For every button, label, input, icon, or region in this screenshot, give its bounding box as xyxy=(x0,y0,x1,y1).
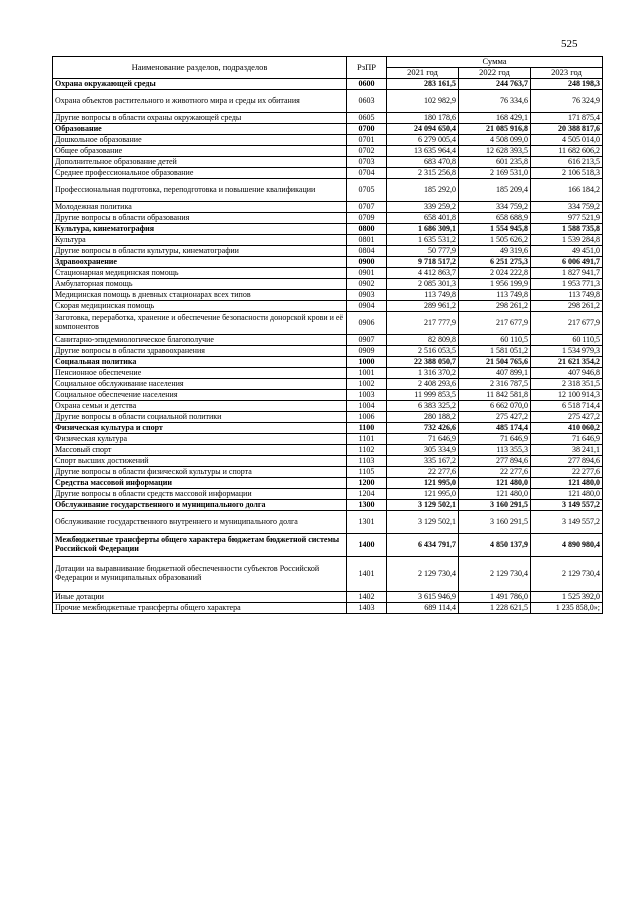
row-value-2022: 1 228 621,5 xyxy=(459,603,531,614)
page-number: 525 xyxy=(561,38,578,50)
table-row xyxy=(53,301,603,312)
table-row xyxy=(53,290,603,301)
row-name-cell: Охрана объектов растительного и животного мира и среды их обитания xyxy=(53,90,347,113)
row-value-2023: 275 427,2 xyxy=(531,412,603,423)
row-value-2021: 6 279 005,4 xyxy=(387,135,459,146)
row-value-2021: 71 646,9 xyxy=(387,434,459,445)
row-code-cell: 1200 xyxy=(347,478,387,489)
row-name-cell: Социальная политика xyxy=(53,357,347,368)
row-name-cell: Массовый спорт xyxy=(53,445,347,456)
table-row xyxy=(53,592,603,603)
header-year-2022: 2022 год xyxy=(459,68,531,79)
row-name-cell: Охрана окружающей среды xyxy=(53,79,347,90)
row-code-cell: 1006 xyxy=(347,412,387,423)
row-code-cell: 0703 xyxy=(347,157,387,168)
row-value-2022: 275 427,2 xyxy=(459,412,531,423)
row-value-2021: 683 470,8 xyxy=(387,157,459,168)
row-value-2023: 22 277,6 xyxy=(531,467,603,478)
row-value-2022: 1 491 786,0 xyxy=(459,592,531,603)
row-name-cell: Другие вопросы в области социальной политики xyxy=(53,412,347,423)
row-value-2022: 2 024 222,8 xyxy=(459,268,531,279)
section-row xyxy=(53,478,603,489)
row-value-2023: 1 539 284,8 xyxy=(531,235,603,246)
section-row xyxy=(53,423,603,434)
header-name: Наименование разделов, подразделов xyxy=(53,57,347,79)
row-name-cell: Пенсионное обеспечение xyxy=(53,368,347,379)
row-name-cell: Другие вопросы в области образования xyxy=(53,213,347,224)
row-code-cell: 0704 xyxy=(347,168,387,179)
row-value-2023: 60 110,5 xyxy=(531,335,603,346)
row-name-cell: Общее образование xyxy=(53,146,347,157)
row-value-2021: 185 292,0 xyxy=(387,179,459,202)
row-value-2022: 658 688,9 xyxy=(459,213,531,224)
table-row xyxy=(53,434,603,445)
row-value-2022: 217 677,9 xyxy=(459,312,531,335)
row-value-2021: 732 426,6 xyxy=(387,423,459,434)
row-value-2023: 171 875,4 xyxy=(531,113,603,124)
row-value-2023: 616 213,5 xyxy=(531,157,603,168)
row-value-2022: 113 749,8 xyxy=(459,290,531,301)
row-code-cell: 0907 xyxy=(347,335,387,346)
row-value-2021: 1 635 531,2 xyxy=(387,235,459,246)
table-row xyxy=(53,445,603,456)
table-row xyxy=(53,235,603,246)
section-row xyxy=(53,124,603,135)
row-value-2023: 38 241,1 xyxy=(531,445,603,456)
row-value-2021: 180 178,6 xyxy=(387,113,459,124)
row-name-cell: Дошкольное образование xyxy=(53,135,347,146)
row-code-cell: 1101 xyxy=(347,434,387,445)
row-name-cell: Среднее профессиональное образование xyxy=(53,168,347,179)
row-code-cell: 1100 xyxy=(347,423,387,434)
budget-table xyxy=(52,56,603,614)
table-row xyxy=(53,489,603,500)
row-value-2023: 21 621 354,2 xyxy=(531,357,603,368)
row-value-2021: 3 129 502,1 xyxy=(387,500,459,511)
table-row xyxy=(53,312,603,335)
row-value-2021: 289 961,2 xyxy=(387,301,459,312)
row-value-2021: 6 383 325,2 xyxy=(387,401,459,412)
section-row xyxy=(53,534,603,557)
row-value-2022: 121 480,0 xyxy=(459,489,531,500)
row-code-cell: 0801 xyxy=(347,235,387,246)
row-name-cell: Санитарно-эпидемиологическое благополучие xyxy=(53,335,347,346)
row-name-cell: Стационарная медицинская помощь xyxy=(53,268,347,279)
table-row xyxy=(53,335,603,346)
row-name-cell: Медицинская помощь в дневных стационарах всех типов xyxy=(53,290,347,301)
header-sum: Сумма xyxy=(387,57,603,68)
row-value-2023: 298 261,2 xyxy=(531,301,603,312)
row-name-cell: Дополнительное образование детей xyxy=(53,157,347,168)
row-value-2022: 22 277,6 xyxy=(459,467,531,478)
table-row xyxy=(53,390,603,401)
row-code-cell: 1103 xyxy=(347,456,387,467)
table-row xyxy=(53,279,603,290)
row-value-2023: 20 388 817,6 xyxy=(531,124,603,135)
row-value-2023: 277 894,6 xyxy=(531,456,603,467)
row-name-cell: Социальное обеспечение населения xyxy=(53,390,347,401)
row-name-cell: Заготовка, переработка, хранение и обеспечение безопасности донорской крови и её компонентов xyxy=(53,312,347,335)
row-value-2023: 76 324,9 xyxy=(531,90,603,113)
row-value-2023: 2 129 730,4 xyxy=(531,557,603,592)
table-body xyxy=(53,79,603,614)
row-value-2022: 4 850 137,9 xyxy=(459,534,531,557)
row-code-cell: 1001 xyxy=(347,368,387,379)
table-row xyxy=(53,412,603,423)
row-code-cell: 0800 xyxy=(347,224,387,235)
row-name-cell: Межбюджетные трансферты общего характера бюджетам бюджетной системы Российской Федерации xyxy=(53,534,347,557)
row-value-2022: 298 261,2 xyxy=(459,301,531,312)
row-value-2023: 4 505 014,0 xyxy=(531,135,603,146)
row-value-2023: 12 100 914,3 xyxy=(531,390,603,401)
row-name-cell: Профессиональная подготовка, переподготовка и повышение квалификации xyxy=(53,179,347,202)
row-code-cell: 0906 xyxy=(347,312,387,335)
row-value-2022: 6 251 275,3 xyxy=(459,257,531,268)
row-code-cell: 1300 xyxy=(347,500,387,511)
table-row xyxy=(53,135,603,146)
row-value-2023: 6 518 714,4 xyxy=(531,401,603,412)
header-year-2021: 2021 год xyxy=(387,68,459,79)
row-value-2021: 22 277,6 xyxy=(387,467,459,478)
row-code-cell: 0605 xyxy=(347,113,387,124)
section-row xyxy=(53,357,603,368)
row-name-cell: Средства массовой информации xyxy=(53,478,347,489)
row-value-2021: 50 777,9 xyxy=(387,246,459,257)
row-value-2023: 334 759,2 xyxy=(531,202,603,213)
row-value-2023: 3 149 557,2 xyxy=(531,511,603,534)
row-code-cell: 0600 xyxy=(347,79,387,90)
row-code-cell: 0909 xyxy=(347,346,387,357)
row-value-2022: 168 429,1 xyxy=(459,113,531,124)
row-name-cell: Амбулаторная помощь xyxy=(53,279,347,290)
section-row xyxy=(53,257,603,268)
row-value-2021: 121 995,0 xyxy=(387,478,459,489)
row-value-2021: 283 161,5 xyxy=(387,79,459,90)
row-name-cell: Социальное обслуживание населения xyxy=(53,379,347,390)
row-value-2022: 485 174,4 xyxy=(459,423,531,434)
row-value-2023: 1 525 392,0 xyxy=(531,592,603,603)
row-value-2021: 113 749,8 xyxy=(387,290,459,301)
row-name-cell: Физическая культура xyxy=(53,434,347,445)
row-code-cell: 0804 xyxy=(347,246,387,257)
row-value-2022: 113 355,3 xyxy=(459,445,531,456)
row-value-2022: 76 334,6 xyxy=(459,90,531,113)
row-code-cell: 0900 xyxy=(347,257,387,268)
row-value-2023: 113 749,8 xyxy=(531,290,603,301)
row-value-2023: 1 827 941,7 xyxy=(531,268,603,279)
table-row xyxy=(53,401,603,412)
row-value-2021: 335 167,2 xyxy=(387,456,459,467)
row-name-cell: Охрана семьи и детства xyxy=(53,401,347,412)
table-row xyxy=(53,268,603,279)
table-row xyxy=(53,202,603,213)
row-value-2023: 2 318 351,5 xyxy=(531,379,603,390)
header-year-2023: 2023 год xyxy=(531,68,603,79)
row-value-2021: 2 315 256,8 xyxy=(387,168,459,179)
row-code-cell: 0904 xyxy=(347,301,387,312)
table-row xyxy=(53,456,603,467)
table-row xyxy=(53,379,603,390)
row-name-cell: Образование xyxy=(53,124,347,135)
row-value-2022: 185 209,4 xyxy=(459,179,531,202)
row-name-cell: Скорая медицинская помощь xyxy=(53,301,347,312)
section-row xyxy=(53,224,603,235)
row-value-2021: 658 401,8 xyxy=(387,213,459,224)
row-value-2023: 6 006 491,7 xyxy=(531,257,603,268)
row-value-2021: 3 129 502,1 xyxy=(387,511,459,534)
table-row xyxy=(53,511,603,534)
section-row xyxy=(53,79,603,90)
row-name-cell: Иные дотации xyxy=(53,592,347,603)
row-code-cell: 0700 xyxy=(347,124,387,135)
row-value-2021: 13 635 964,4 xyxy=(387,146,459,157)
row-value-2022: 121 480,0 xyxy=(459,478,531,489)
row-value-2022: 2 129 730,4 xyxy=(459,557,531,592)
row-code-cell: 1002 xyxy=(347,379,387,390)
row-code-cell: 1400 xyxy=(347,534,387,557)
row-code-cell: 1301 xyxy=(347,511,387,534)
row-value-2023: 1 953 771,3 xyxy=(531,279,603,290)
row-code-cell: 1003 xyxy=(347,390,387,401)
row-name-cell: Другие вопросы в области физической культуры и спорта xyxy=(53,467,347,478)
header-code: РзПР xyxy=(347,57,387,79)
row-value-2023: 4 890 980,4 xyxy=(531,534,603,557)
row-value-2022: 407 899,1 xyxy=(459,368,531,379)
table-row xyxy=(53,246,603,257)
row-code-cell: 1402 xyxy=(347,592,387,603)
row-value-2022: 2 169 531,0 xyxy=(459,168,531,179)
table-row xyxy=(53,113,603,124)
row-name-cell: Культура xyxy=(53,235,347,246)
row-name-cell: Другие вопросы в области средств массовой информации xyxy=(53,489,347,500)
row-value-2021: 2 408 293,6 xyxy=(387,379,459,390)
row-value-2021: 3 615 946,9 xyxy=(387,592,459,603)
row-code-cell: 0902 xyxy=(347,279,387,290)
row-value-2021: 6 434 791,7 xyxy=(387,534,459,557)
row-value-2022: 4 508 099,0 xyxy=(459,135,531,146)
row-code-cell: 1000 xyxy=(347,357,387,368)
row-code-cell: 1401 xyxy=(347,557,387,592)
row-value-2023: 2 106 518,3 xyxy=(531,168,603,179)
row-name-cell: Культура, кинематография xyxy=(53,224,347,235)
row-value-2022: 49 319,6 xyxy=(459,246,531,257)
row-code-cell: 0705 xyxy=(347,179,387,202)
row-code-cell: 0707 xyxy=(347,202,387,213)
row-name-cell: Физическая культура и спорт xyxy=(53,423,347,434)
row-value-2021: 1 316 370,2 xyxy=(387,368,459,379)
table-row xyxy=(53,557,603,592)
table-row xyxy=(53,168,603,179)
row-value-2022: 1 554 945,8 xyxy=(459,224,531,235)
row-value-2023: 1 235 858,0»; xyxy=(531,603,603,614)
row-code-cell: 1403 xyxy=(347,603,387,614)
row-value-2022: 21 085 916,8 xyxy=(459,124,531,135)
row-value-2022: 601 235,8 xyxy=(459,157,531,168)
row-value-2021: 4 412 863,7 xyxy=(387,268,459,279)
row-value-2023: 977 521,9 xyxy=(531,213,603,224)
row-value-2023: 1 534 979,3 xyxy=(531,346,603,357)
row-value-2021: 1 686 309,1 xyxy=(387,224,459,235)
row-value-2021: 22 388 050,7 xyxy=(387,357,459,368)
row-value-2022: 1 581 051,2 xyxy=(459,346,531,357)
row-value-2023: 410 060,2 xyxy=(531,423,603,434)
row-name-cell: Обслуживание государственного внутреннего и муниципального долга xyxy=(53,511,347,534)
row-value-2021: 121 995,0 xyxy=(387,489,459,500)
row-value-2023: 49 451,0 xyxy=(531,246,603,257)
table-row xyxy=(53,213,603,224)
row-value-2023: 166 184,2 xyxy=(531,179,603,202)
row-code-cell: 0709 xyxy=(347,213,387,224)
row-value-2022: 12 628 393,5 xyxy=(459,146,531,157)
row-name-cell: Дотации на выравнивание бюджетной обеспеченности субъектов Российской Федерации и муниципальных образований xyxy=(53,557,347,592)
row-code-cell: 1204 xyxy=(347,489,387,500)
table-row xyxy=(53,146,603,157)
row-value-2022: 2 316 787,5 xyxy=(459,379,531,390)
row-name-cell: Молодежная политика xyxy=(53,202,347,213)
row-value-2023: 1 588 735,8 xyxy=(531,224,603,235)
row-name-cell: Спорт высших достижений xyxy=(53,456,347,467)
row-value-2021: 2 129 730,4 xyxy=(387,557,459,592)
row-code-cell: 0603 xyxy=(347,90,387,113)
row-value-2022: 6 662 070,0 xyxy=(459,401,531,412)
row-value-2023: 3 149 557,2 xyxy=(531,500,603,511)
row-code-cell: 1105 xyxy=(347,467,387,478)
row-name-cell: Обслуживание государственного и муниципального долга xyxy=(53,500,347,511)
row-value-2021: 11 999 853,5 xyxy=(387,390,459,401)
row-value-2022: 1 505 626,2 xyxy=(459,235,531,246)
row-value-2022: 71 646,9 xyxy=(459,434,531,445)
table-row xyxy=(53,346,603,357)
row-value-2022: 3 160 291,5 xyxy=(459,500,531,511)
table-row xyxy=(53,467,603,478)
row-name-cell: Другие вопросы в области культуры, кинематографии xyxy=(53,246,347,257)
row-value-2021: 339 259,2 xyxy=(387,202,459,213)
table-row xyxy=(53,157,603,168)
row-value-2021: 24 094 650,4 xyxy=(387,124,459,135)
section-row xyxy=(53,500,603,511)
row-value-2022: 277 894,6 xyxy=(459,456,531,467)
row-value-2021: 102 982,9 xyxy=(387,90,459,113)
row-value-2022: 60 110,5 xyxy=(459,335,531,346)
row-value-2022: 244 763,7 xyxy=(459,79,531,90)
row-name-cell: Другие вопросы в области охраны окружающей среды xyxy=(53,113,347,124)
row-value-2022: 334 759,2 xyxy=(459,202,531,213)
row-code-cell: 0903 xyxy=(347,290,387,301)
row-value-2022: 3 160 291,5 xyxy=(459,511,531,534)
row-value-2023: 71 646,9 xyxy=(531,434,603,445)
row-code-cell: 1004 xyxy=(347,401,387,412)
row-value-2023: 121 480,0 xyxy=(531,489,603,500)
row-code-cell: 0701 xyxy=(347,135,387,146)
table-row xyxy=(53,368,603,379)
row-value-2023: 217 677,9 xyxy=(531,312,603,335)
row-value-2023: 407 946,8 xyxy=(531,368,603,379)
row-value-2022: 11 842 581,8 xyxy=(459,390,531,401)
row-value-2021: 2 085 301,3 xyxy=(387,279,459,290)
row-value-2021: 689 114,4 xyxy=(387,603,459,614)
row-code-cell: 1102 xyxy=(347,445,387,456)
table-row xyxy=(53,179,603,202)
row-code-cell: 0702 xyxy=(347,146,387,157)
row-name-cell: Здравоохранение xyxy=(53,257,347,268)
row-value-2023: 248 198,3 xyxy=(531,79,603,90)
table-row xyxy=(53,90,603,113)
row-value-2022: 1 956 199,9 xyxy=(459,279,531,290)
row-value-2021: 280 188,2 xyxy=(387,412,459,423)
table-row xyxy=(53,603,603,614)
row-value-2021: 217 777,9 xyxy=(387,312,459,335)
row-code-cell: 0901 xyxy=(347,268,387,279)
row-value-2021: 305 334,9 xyxy=(387,445,459,456)
row-name-cell: Другие вопросы в области здравоохранения xyxy=(53,346,347,357)
row-value-2022: 21 504 765,6 xyxy=(459,357,531,368)
row-name-cell: Прочие межбюджетные трансферты общего характера xyxy=(53,603,347,614)
row-value-2023: 11 682 606,2 xyxy=(531,146,603,157)
row-value-2021: 2 516 053,5 xyxy=(387,346,459,357)
row-value-2023: 121 480,0 xyxy=(531,478,603,489)
row-value-2021: 82 809,8 xyxy=(387,335,459,346)
row-value-2021: 9 718 517,2 xyxy=(387,257,459,268)
